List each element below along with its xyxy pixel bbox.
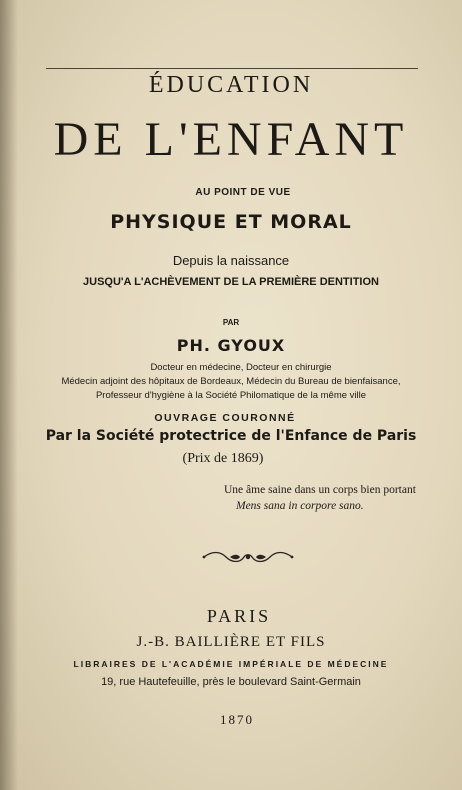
imprint-city: PARIS <box>206 606 272 626</box>
subtitle-main: PHYSIQUE ET MORAL <box>110 211 352 233</box>
author-credential-1: Docteur en médecine, Docteur en chirurgie <box>150 362 332 373</box>
fleuron-ornament-icon <box>200 549 296 565</box>
author-credential-3: Professeur d'hygiène à la Société Philomatique de la même ville <box>95 390 367 401</box>
publisher-address: 19, rue Hautefeuille, près le boulevard Saint-Germain <box>101 676 361 688</box>
award-label: OUVRAGE COURONNÉ <box>154 412 296 424</box>
scope-line-1: Depuis la naissance <box>172 253 290 268</box>
subtitle-intro: AU POINT DE VUE <box>195 187 291 198</box>
publisher-name: J.-B. BAILLIÈRE ET FILS <box>136 634 326 650</box>
title-line-1: ÉDUCATION <box>148 72 314 98</box>
top-rule <box>46 68 418 69</box>
award-by: Par la Société protectrice de l'Enfance de Paris <box>45 428 417 444</box>
award-prize: (Prix de 1869) <box>182 451 264 466</box>
motto-french: Une âme saine dans un corps bien portant <box>224 484 416 496</box>
by-label: PAR <box>222 318 240 327</box>
author-credential-2: Médecin adjoint des hôpitaux de Bordeaux, Médecin du Bureau de bienfaisance, <box>61 376 401 387</box>
author-name: PH. GYOUX <box>176 336 286 355</box>
title-line-2: DE L'ENFANT <box>53 113 409 166</box>
publisher-title: LIBRAIRES DE L'ACADÉMIE IMPÉRIALE DE MÉDECINE <box>73 659 389 669</box>
scope-line-2: JUSQU'A L'ACHÈVEMENT DE LA PREMIÈRE DENTITION <box>83 276 379 288</box>
motto-latin: Mens sana in corpore sano. <box>236 500 364 512</box>
publication-year: 1870 <box>220 712 254 727</box>
